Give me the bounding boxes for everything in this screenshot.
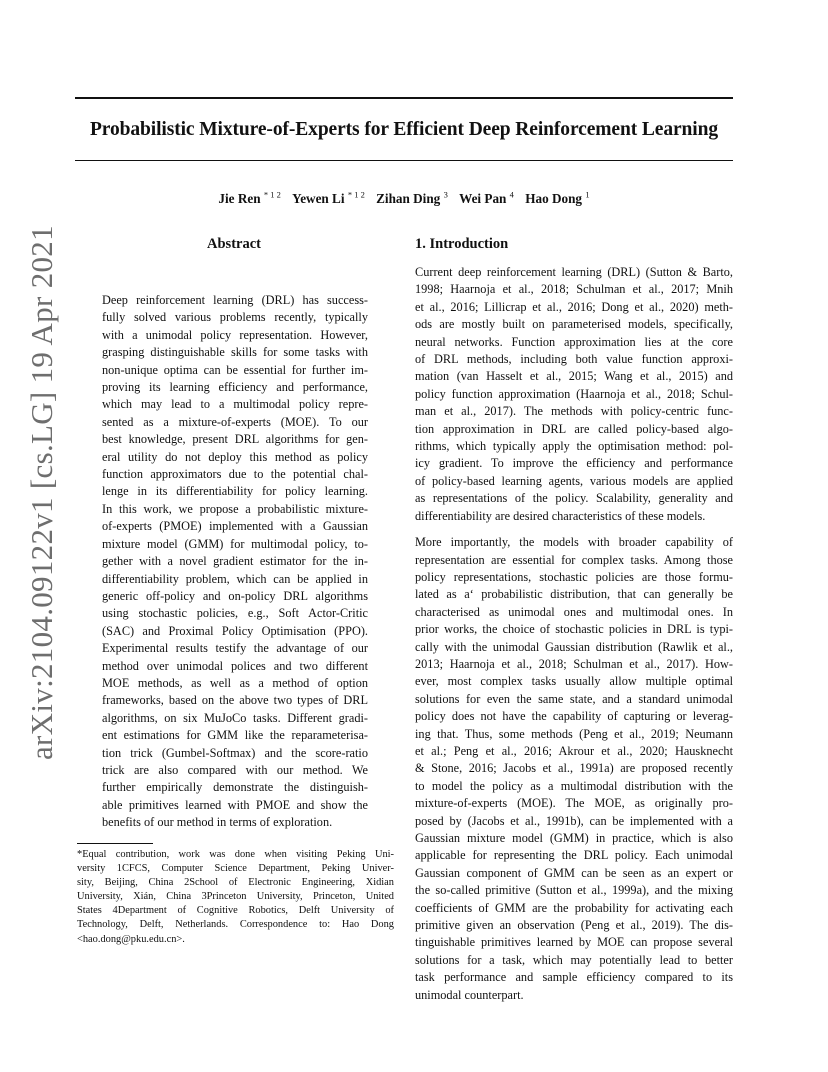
text-line: lated as a‘ probabilistic distribution, that can generally be	[415, 587, 733, 602]
text-line: & Stone, 2016; Jacobs et al., 1991a) are proposed recently	[415, 761, 733, 776]
footnote-line: <hao.dong@pku.edu.cn>.	[77, 933, 185, 945]
text-line: mation (van Hasselt et al., 2015; Wang et al., 2015) and	[415, 369, 733, 384]
text-line: characterised as unimodal ones and multimodal ones. In	[415, 604, 733, 619]
text-line: differentiability are desired characteristics of these models.	[415, 508, 706, 523]
text-line: mixture-of-experts (MOE). The MOE, as originally pro-	[415, 796, 733, 811]
abstract-line: MOE methods, as well as a method of option	[102, 675, 368, 690]
abstract-line: grasping distinguishable skills for some tasks with	[102, 345, 368, 360]
abstract-body	[102, 292, 368, 832]
abstract-line: tion trick (Gumbel-Softmax) and the score-ratio	[102, 745, 368, 760]
text-line: primitive given an observation (Peng et al., 2019). The dis-	[415, 918, 733, 933]
text-line: ever, most complex tasks usually allow multiple optimal	[415, 674, 733, 689]
text-line: prior works, the choice of stochastic policies in DRL is typi-	[415, 622, 733, 637]
text-line: cally with the unimodal Gaussian distribution (Rawlik et al.,	[415, 639, 733, 654]
text-line: to model the policy as a multimodal distribution with the	[415, 778, 733, 793]
intro-paragraph-1	[415, 264, 733, 525]
abstract-line: function approximators due to the potential chal-	[102, 467, 368, 482]
title-rule-top	[75, 97, 733, 99]
abstract-line: Deep reinforcement learning (DRL) has success-	[102, 293, 368, 307]
abstract-line: non-unique optima can be essential for further im-	[102, 362, 368, 377]
abstract-line: In this work, we propose a probabilistic mixture-	[102, 501, 368, 516]
text-line: 1998; Haarnoja et al., 2018; Schulman et al., 2017; Mnih	[415, 282, 733, 297]
footnote-line: sity, Beijing, China 2School of Electronic Engineering, Xidian	[77, 877, 394, 889]
abstract-line: differentiability problem, which can be applied in	[102, 571, 368, 586]
text-line: solutions for a task, which may potentially lead to better	[415, 952, 733, 967]
abstract-line: best knowledge, present DRL algorithms for gen-	[102, 432, 368, 447]
text-line: Current deep reinforcement learning (DRL) (Sutton & Barto,	[415, 265, 733, 279]
text-line: et al.; Peng et al., 2016; Akrour et al., 2020; Hausknecht	[415, 743, 733, 758]
abstract-line: (SAC) and Proximal Policy Optimisation (PPO).	[102, 623, 368, 638]
text-line: posed by (Jacobs et al., 1991b), can be implemented with a	[415, 813, 733, 828]
text-line: ing that. Thus, some methods (Peng et al., 2019; Neumann	[415, 726, 733, 741]
abstract-line: with a unimodal policy representation. However,	[102, 327, 368, 342]
abstract-line: frameworks, based on the above two types of DRL	[102, 693, 368, 708]
text-line: coefficients of GMM are the probability for activating each	[415, 900, 733, 915]
abstract-line: lenge in its differentiability for policy learning.	[102, 484, 368, 499]
abstract-line: fully solved various problems recently, typically	[102, 310, 368, 325]
abstract-line: trick are also compared with our method. We	[102, 762, 368, 777]
footnote-line: University, Xián, China 3Princeton University, Princeton, United	[77, 891, 394, 903]
footnote-line: *Equal contribution, work was done when visiting Peking Uni-	[77, 849, 394, 860]
abstract-line: method over unimodal polices and two different	[102, 658, 368, 673]
text-line: Gaussian mixture model (GMM) in practice, which is also	[415, 831, 733, 845]
footnote-line: Technology, Delft, Netherlands. Correspondence to: Hao Dong	[77, 919, 394, 931]
abstract-line: generic off-policy and on-policy DRL algorithms	[102, 588, 368, 603]
text-line: man et al., 2017). The methods with policy-centric func-	[415, 404, 733, 419]
abstract-line: which may lead to a multimodal policy repre-	[102, 397, 368, 412]
text-line: rithms, which typically apply the optimisation method: pol-	[415, 439, 733, 454]
author: Zihan Ding $^3$	[376, 189, 448, 206]
abstract-heading: Abstract	[207, 236, 261, 252]
text-line: task performance and sample efficiency compared to its	[415, 970, 733, 985]
text-line: of DRL methods, including both value function approxi-	[415, 352, 733, 367]
abstract-line: proving its learning efficiency and performance,	[102, 380, 368, 395]
abstract-line: using stochastic policies, e.g., Soft Actor-Critic	[102, 606, 368, 621]
abstract-line: further empirically demonstrate the distinguish-	[102, 780, 368, 795]
text-line: Gaussian component of GMM can be seen as an expert or	[415, 865, 733, 880]
affiliations-footnote	[77, 848, 394, 947]
text-line: policy representations, stochastic policies are those formu-	[415, 569, 733, 584]
text-line: More importantly, the models with broader capability of	[415, 535, 733, 550]
text-line: policy function approximation (Haarnoja et al., 2018; Schul-	[415, 386, 733, 401]
author: Hao Dong $^1$	[525, 189, 590, 206]
text-line: ods are mostly built on parameterised models, specifically,	[415, 317, 733, 332]
abstract-line: sented as a mixture-of-experts (MOE). To our	[102, 414, 368, 429]
text-line: 2013; Haarnoja et al., 2018; Schulman et al., 2017). How-	[415, 656, 733, 671]
text-line: of policy-based learning agents, various models are applied	[415, 473, 733, 488]
text-line: icy gradient. To improve the efficiency and performance	[415, 456, 733, 471]
text-line: solutions for even the same state, and a standard unimodal	[415, 691, 733, 706]
text-line: representation are essential for complex tasks. Among those	[415, 552, 733, 567]
section-heading-introduction: 1. Introduction	[415, 236, 509, 252]
text-line: et al., 2016; Lillicrap et al., 2016; Dong et al., 2020) meth-	[415, 299, 733, 314]
paper-title: Probabilistic Mixture-of-Experts for Efficient Deep Reinforcement Learning	[89, 119, 719, 140]
abstract-line: benefits of our method in terms of exploration.	[102, 815, 333, 830]
introduction-body	[415, 264, 733, 1004]
footnote-line: versity 1CFCS, Computer Science Department, Peking Univer-	[77, 863, 394, 875]
text-line: tion approximation in DRL are called policy-based algo-	[415, 421, 733, 436]
footnote-line: States 4Department of Cognitive Robotics, Delft University of	[77, 905, 394, 917]
text-line: unimodal counterpart.	[415, 987, 524, 1002]
abstract-line: Experimental results testify the advantage of our	[102, 641, 368, 656]
text-line: the so-called primitive (Sutton et al., 1999a), and the mixing	[415, 883, 733, 898]
text-line: policy does not have the capability of capturing or leverag-	[415, 709, 733, 724]
intro-paragraph-2	[415, 534, 733, 1004]
abstract-line: able primitives learned with PMOE and show the	[102, 797, 368, 812]
abstract-line: ent estimations for GMM like the reparameterisa-	[102, 728, 368, 743]
text-line: applicable for representing the DRL policy. Each unimodal	[415, 848, 733, 863]
arxiv-identifier-stamp: arXiv:2104.09122v1 [cs.LG] 19 Apr 2021	[24, 225, 59, 760]
text-line: as representations of the policy. Scalability, generality and	[415, 491, 733, 506]
abstract-line: gether with a novel gradient estimator for the in-	[102, 554, 368, 569]
text-line: neural networks. Function approximation lies at the core	[415, 334, 733, 349]
author: Yewen Li $^{* 1 2}$	[292, 189, 365, 206]
abstract-line: algorithms, on six MuJoCo tasks. Different gradi-	[102, 710, 368, 725]
abstract-line: eral utility do not deploy this method as policy	[102, 449, 368, 464]
abstract-line: of-experts (PMOE) implemented with a Gaussian	[102, 519, 368, 534]
footnote-rule	[77, 843, 153, 844]
author: Wei Pan $^4$	[459, 189, 514, 206]
abstract-line: mixture model (GMM) for multimodal policy, to-	[102, 536, 368, 551]
title-rule-bottom	[75, 160, 733, 161]
author: Jie Ren $^{* 1 2}$	[218, 189, 281, 206]
author-list	[75, 191, 733, 207]
text-line: tinguishable primitives learned by MOE can propose several	[415, 935, 733, 950]
